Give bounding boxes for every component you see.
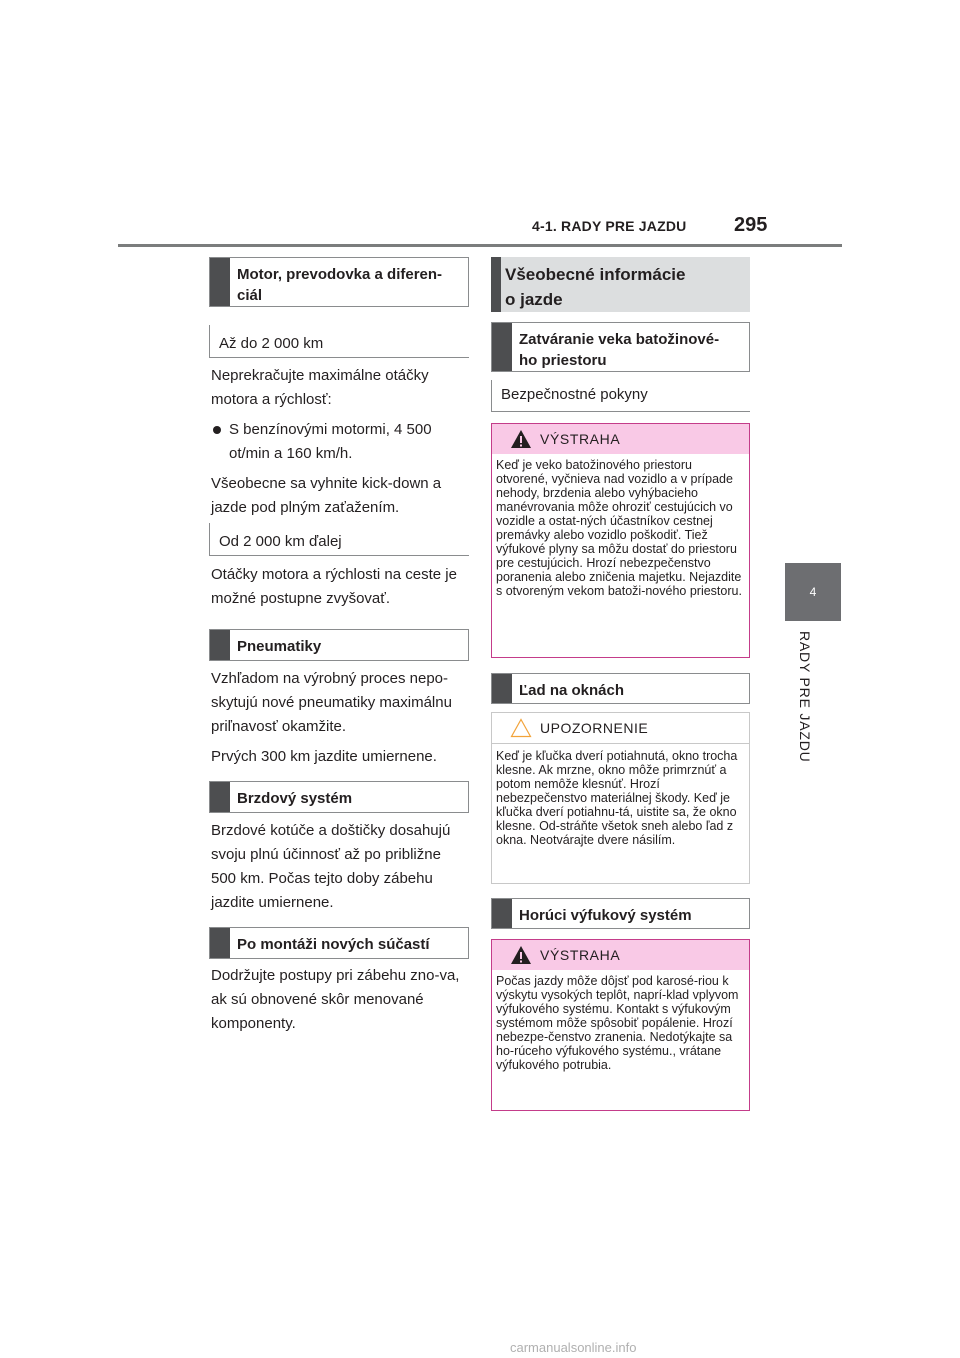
paragraph: Všeobecne sa vyhnite kick-down a jazde pod plným zaťažením. [211,475,442,516]
caution-triangle-icon [510,718,532,738]
paragraph: Brzdové kotúče a doštičky dosahujú svoju plnú účinnosť až po približne 500 km. Počas tejto doby zábehu jazdite umiernene. [211,822,451,911]
paragraph: Neprekračujte maximálne otáčky motora a rýchlosť: [211,367,429,408]
warning-label: VÝSTRAHA [540,431,621,447]
warning-box-trunk [491,423,750,658]
paragraph-block-2 [211,563,469,617]
notice-divider [492,743,749,744]
heading-bar [492,323,512,371]
chapter-tab [785,563,841,621]
paragraph-block-4 [211,819,469,921]
warning-box-exhaust [491,939,750,1111]
notice-text: Keď je kľučka dverí potiahnutá, okno trocha klesne. Ak mrzne, okno môže primrznúť a potom nemôže klesnúť. Hrozí nebezpečenstvo materiálnej škody. Keď je kľučka dverí potiahnu-tá, uistite sa, že okno klesne. Od-stráňte všetok sneh alebo ľad z okna. Neotvárajte dvere násilím. [496,749,738,847]
heading-text: Motor, prevodovka a diferen- ciál [237,266,443,304]
paragraph: Prvých 300 km jazdite umiernene. [211,748,437,765]
heading-bar [210,630,230,660]
page-number: 295 [734,214,768,236]
chapter-tab-label [797,631,827,791]
notice-header [492,713,749,743]
heading-text: Pneumatiky [237,638,322,655]
chapter-title: 4-1. RADY PRE JAZDU [532,218,687,234]
paragraph: Vzhľadom na výrobný proces nepo-skytujú nové pneumatiky maximálnu priľnavosť okamžite. [211,670,452,735]
section-heading-exhaust [491,898,750,929]
heading-bar [492,899,512,928]
heading-bar [210,258,230,306]
section-heading-brakes [209,781,469,813]
paragraph-block-5 [211,964,469,1042]
paragraph: Dodržujte postupy pri zábehu zno-va, ak sú obnovené skôr menované komponenty. [211,967,460,1032]
heading-text: Brzdový systém [237,790,353,807]
heading-text: Po montáži nových súčastí [237,936,430,953]
notice-label: UPOZORNENIE [540,720,649,736]
section-heading-ice [491,673,750,704]
section-heading-general [491,257,750,312]
section-heading-motor [209,257,469,307]
chapter-tab-number: 4 [809,585,817,599]
heading-text: Zatváranie veka batožinové- ho priestoru [519,331,720,369]
warning-header [492,424,749,454]
subheading-text: Od 2 000 km ďalej [219,533,342,550]
paragraph-block-3 [211,667,469,775]
section-heading-new-parts [209,927,469,959]
bullet-item [211,418,469,466]
heading-bar [210,782,230,812]
subheading-safety [491,380,750,412]
heading-bar [491,257,501,312]
bullet-text: S benzínovými motormi, 4 500 ot/min a 160 km/h. [229,421,432,462]
heading-bar [210,928,230,958]
bullet-dot [213,426,221,434]
notice-box-ice [491,712,750,884]
warning-text: Počas jazdy môže dôjsť pod karosé-riou k výskytu vysokých teplôt, naprí-klad vplyvom výfukového systému. Kontakt s výfukovým systémom môže spôsobiť popálenie. Hrozí nebezpe-čenstvo zranenia. Nedotýkajte sa ho-rúceho výfukového systému., vrátane výfukového potrubia. [496,974,739,1072]
heading-text: Horúci výfukový systém [519,907,692,924]
warning-header [492,940,749,970]
watermark: carmanualsonline.info [510,1340,637,1355]
subheading-text: Až do 2 000 km [219,335,324,352]
chapter-tab-label-text: RADY PRE JAZDU [797,631,813,763]
warning-triangle-icon [510,429,532,449]
section-heading-tires [209,629,469,661]
paragraph: Otáčky motora a rýchlosti na ceste je možné postupne zvyšovať. [211,566,457,607]
section-heading-trunk [491,322,750,372]
warning-label: VÝSTRAHA [540,947,621,963]
subheading-up-to-2000 [209,325,469,358]
warning-text: Keď je veko batožinového priestoru otvorené, vyčnieva nad vozidlo a v prípade nehody, brzdenia alebo vyhýbacieho manévrovania môže ohroziť cestujúcich vo vozidle a ostat-ných účastníkov cestnej premávky alebo vozidlo poškodiť. Tiež výfukové plyny sa môžu dostať do priestoru pre cestujúcich. Hrozí nebezpečenstvo poranenia alebo zničenia majetku. Nejazdite s otvoreným vekom batoži-nového priestoru. [496,458,742,598]
warning-triangle-icon [510,945,532,965]
header-rule [118,244,842,247]
paragraph-block-1 [211,364,469,526]
heading-bar [492,674,512,703]
heading-text: Ľad na oknách [519,682,625,699]
subheading-from-2000 [209,523,469,556]
subheading-text: Bezpečnostné pokyny [501,386,648,403]
heading-text: Všeobecné informácie o jazde [505,265,686,309]
